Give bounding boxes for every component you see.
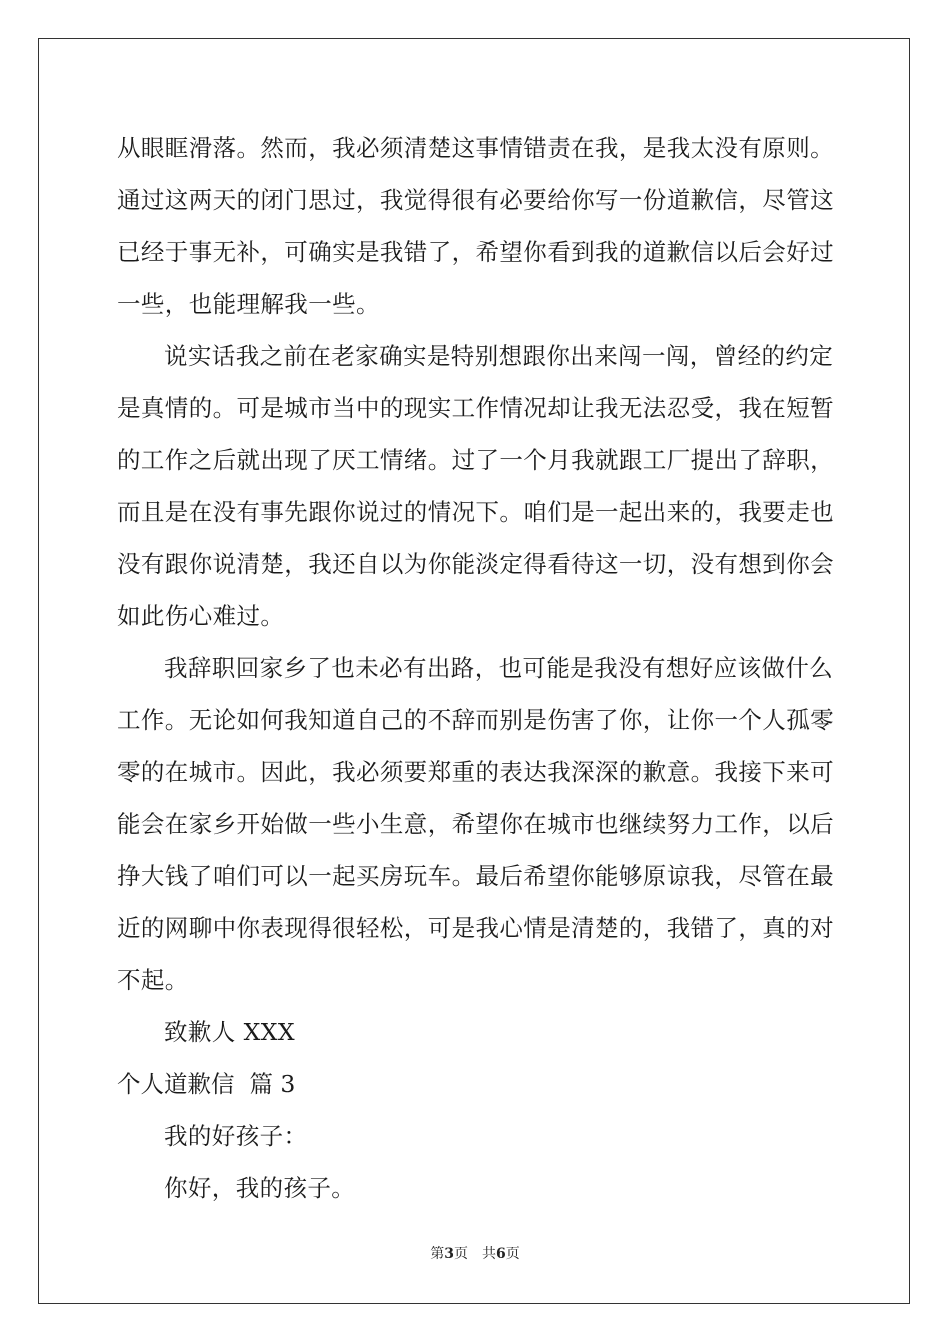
total-label-suffix: 页: [505, 1246, 520, 1262]
paragraph-3: [117, 642, 833, 1006]
total-pages-number: 6: [496, 1246, 506, 1262]
text-line: 的工作之后就出现了厌工情绪。过了一个月我就跟工厂提出了辞职，: [117, 446, 834, 474]
signature: 致歉人 XXX: [164, 1018, 295, 1046]
text-line: 如此伤心难过。: [117, 602, 285, 630]
text-line: 挣大钱了咱们可以一起买房玩车。最后希望你能够原谅我，尽管在最: [117, 862, 834, 890]
text-line: 零的在城市。因此，我必须要郑重的表达我深深的歉意。我接下来可: [117, 758, 834, 786]
page-label-suffix: 页: [454, 1246, 468, 1262]
greeting: 你好，我的孩子。: [164, 1174, 356, 1202]
paragraph-1: [117, 122, 833, 330]
text-line: 我辞职回家乡了也未必有出路，也可能是我没有想好应该做什么: [164, 654, 834, 682]
text-line: 一些，也能理解我一些。: [117, 290, 380, 318]
paragraph-2: [117, 330, 833, 642]
salutation: 我的好孩子：: [164, 1122, 308, 1150]
page-footer: [0, 1243, 950, 1263]
text-line: 近的网聊中你表现得很轻松，可是我心情是清楚的，我错了，真的对: [117, 914, 834, 942]
section-heading: 个人道歉信 篇 3: [117, 1070, 296, 1098]
text-line: 不起。: [117, 966, 189, 994]
text-line: 没有跟你说清楚，我还自以为你能淡定得看待这一切，没有想到你会: [117, 550, 834, 578]
text-line: 通过这两天的闭门思过，我觉得很有必要给你写一份道歉信，尽管这: [117, 186, 834, 214]
text-line: 说实话我之前在老家确实是特别想跟你出来闯一闯，曾经的约定: [164, 342, 834, 370]
total-label-prefix: 共: [482, 1246, 496, 1262]
text-line: 已经于事无补，可确实是我错了，希望你看到我的道歉信以后会好过: [117, 238, 834, 266]
document-body: [117, 122, 833, 1214]
text-line: 而且是在没有事先跟你说过的情况下。咱们是一起出来的，我要走也: [117, 498, 834, 526]
page-label-prefix: 第: [430, 1246, 445, 1262]
text-line: 是真情的。可是城市当中的现实工作情况却让我无法忍受，我在短暂: [117, 394, 834, 422]
text-line: 能会在家乡开始做一些小生意，希望你在城市也继续努力工作，以后: [117, 810, 834, 838]
text-line: 从眼眶滑落。然而，我必须清楚这事情错责在我，是我太没有原则。: [117, 134, 834, 162]
text-line: 工作。无论如何我知道自己的不辞而别是伤害了你，让你一个人孤零: [117, 706, 834, 734]
current-page-number: 3: [444, 1246, 454, 1262]
